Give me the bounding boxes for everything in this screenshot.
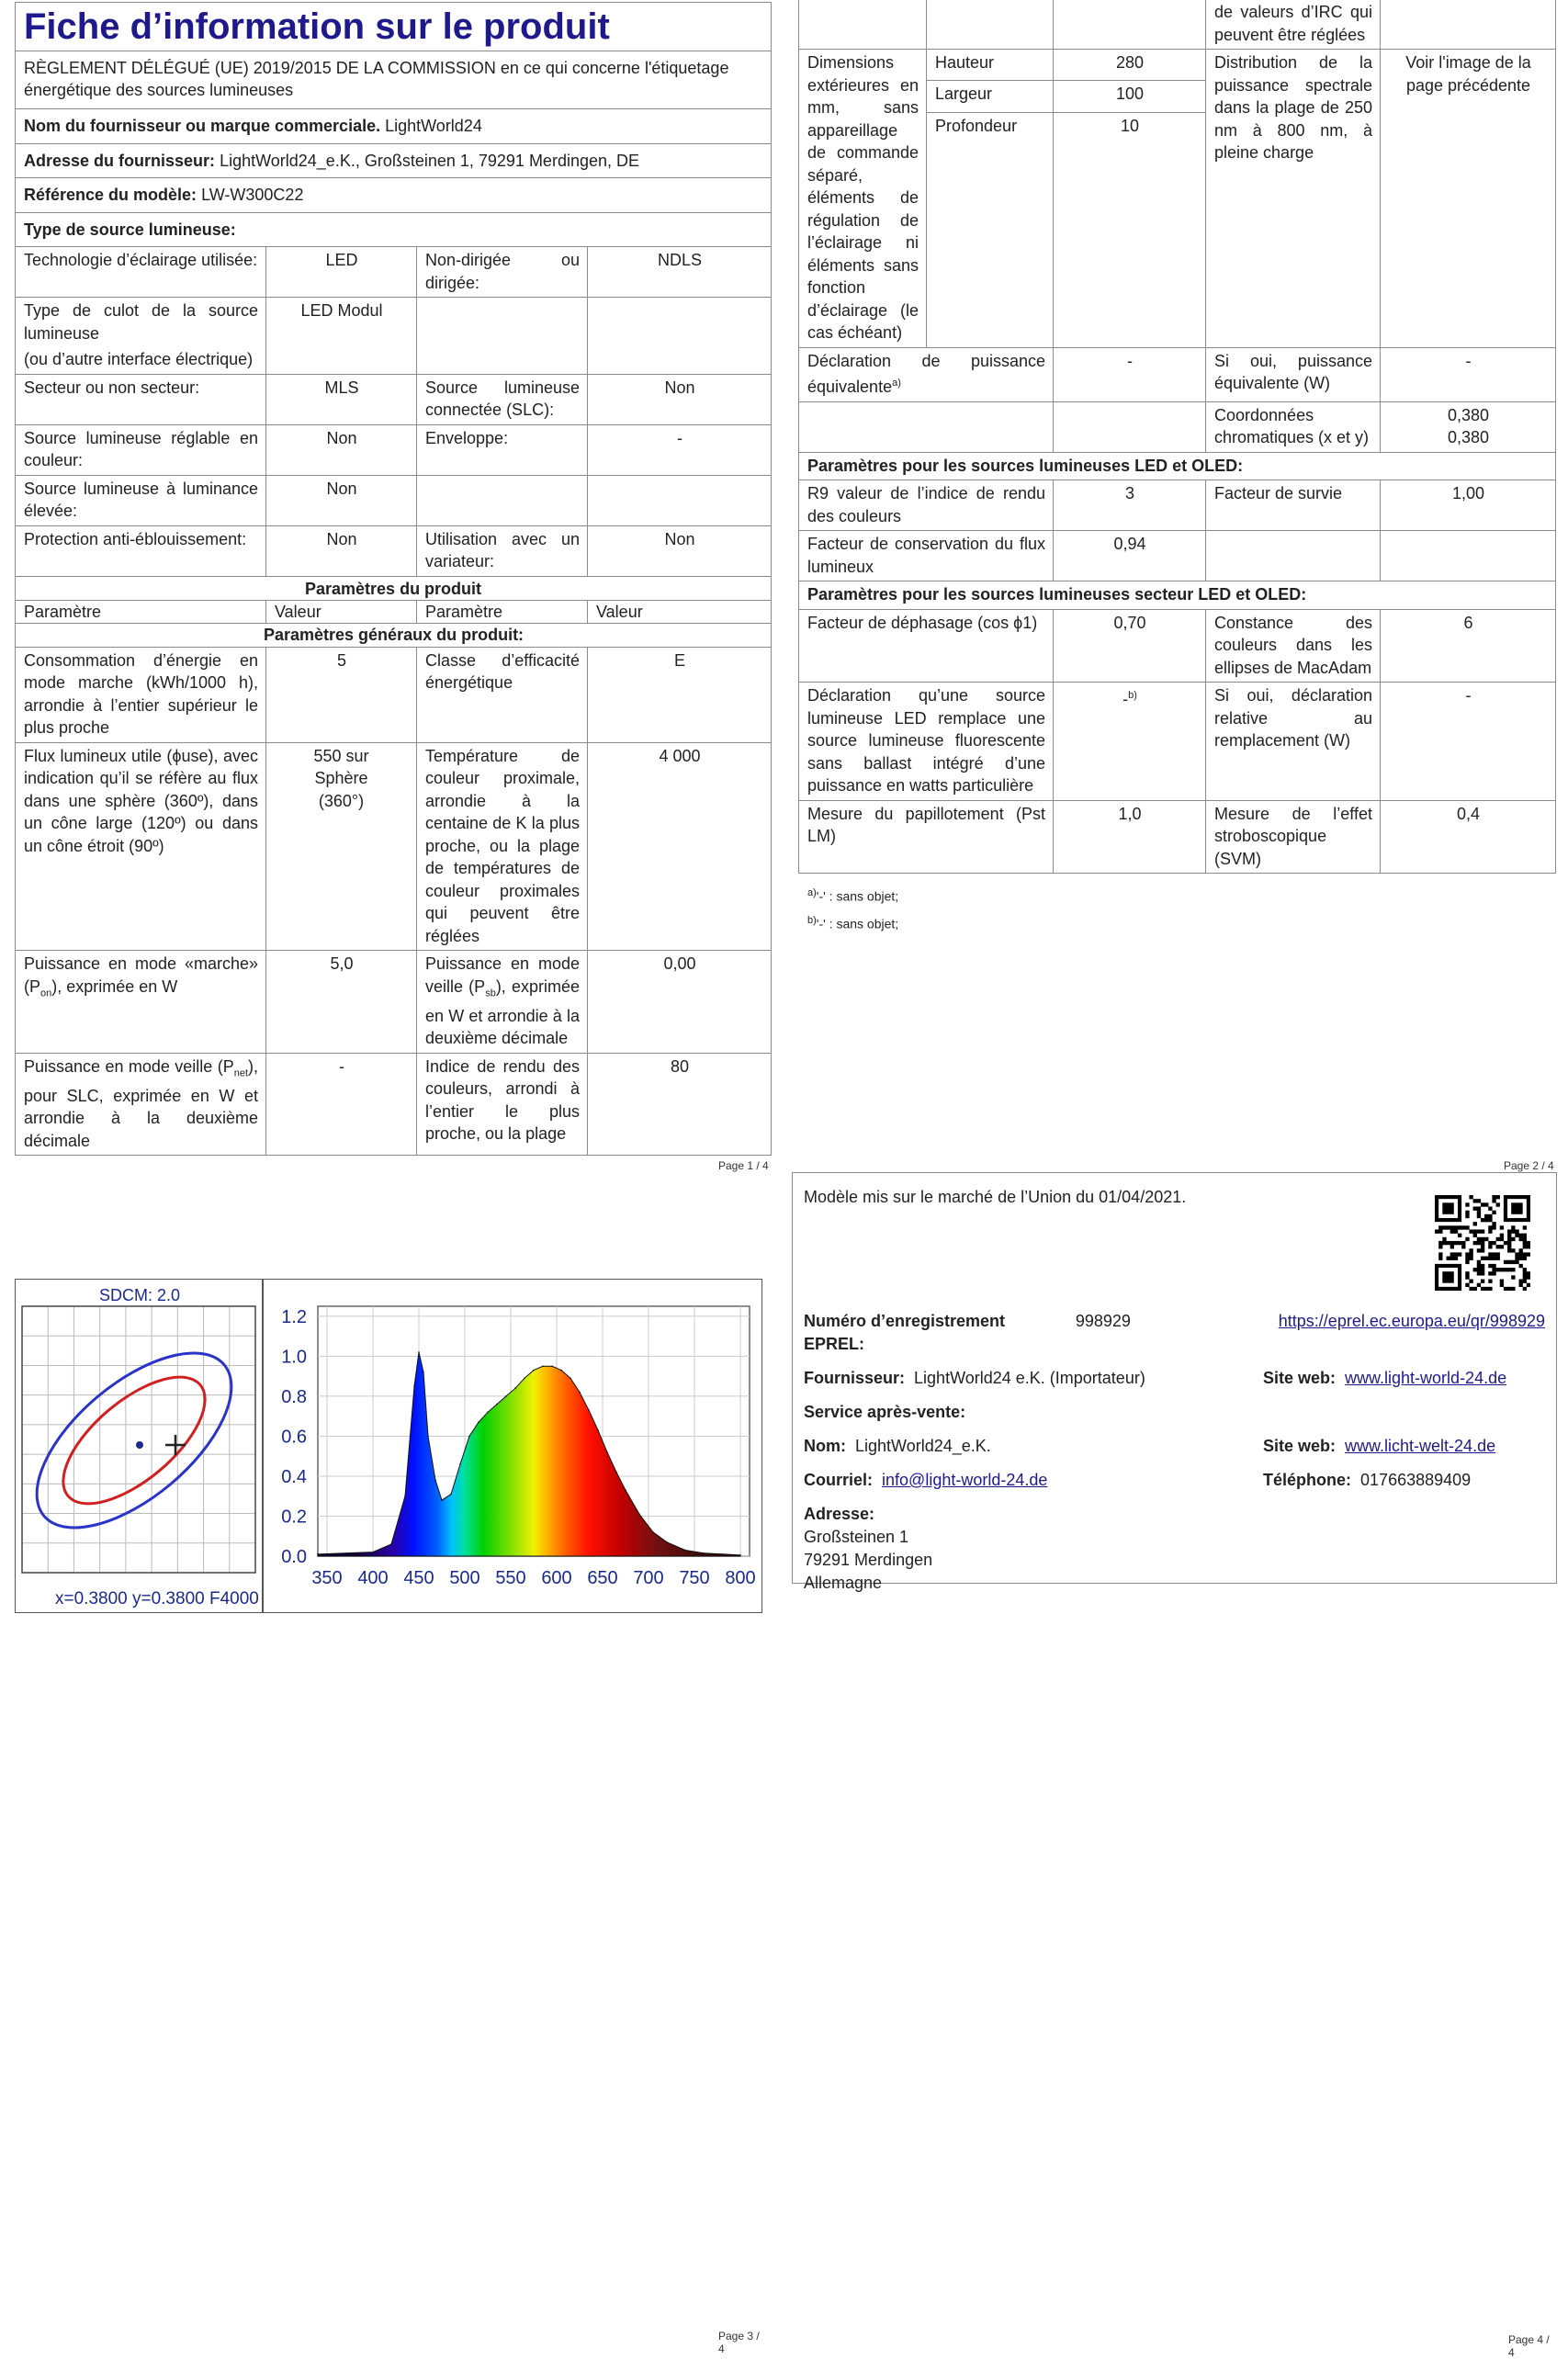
y-tick-label: 1.2 <box>281 1306 307 1327</box>
y-tick-label: 0.0 <box>281 1547 307 1567</box>
replace-sup: b) <box>1128 690 1137 701</box>
cct-value: 4 000 <box>588 742 772 951</box>
spectrum-point <box>459 1463 461 1465</box>
flicker-label: Mesure du papillotement (Pst LM) <box>799 800 1054 874</box>
chroma-y: 0,380 <box>1447 428 1490 446</box>
cri-label: Indice de rendu des couleurs, arrondi à l’entier le plus proche, ou la plage <box>417 1053 588 1156</box>
phone-value: 017663889409 <box>1360 1471 1472 1489</box>
address-label: Adresse du fournisseur: <box>24 151 216 170</box>
equiv-w-label: Si oui, puissance équivalente (W) <box>1206 347 1381 401</box>
tech-value: LED <box>266 247 417 298</box>
email-label: Courriel: <box>804 1471 874 1489</box>
y-tick-label: 0.2 <box>281 1507 307 1528</box>
page-number: Page 2 / 4 <box>1504 1159 1554 1172</box>
spectrum-point <box>721 1553 723 1555</box>
address-value: LightWorld24_e.K., Großsteinen 1, 79291 Merdingen, DE <box>220 151 639 170</box>
y-tick-label: 0.4 <box>281 1466 307 1487</box>
x-tick-label: 400 <box>357 1568 389 1588</box>
strobo-value: 0,4 <box>1381 800 1556 874</box>
spectrum-point <box>404 1496 406 1497</box>
pnet-label-a: Puissance en mode veille (P <box>24 1056 234 1076</box>
equiv-sup: a) <box>892 378 901 389</box>
width-label: Largeur <box>927 81 1054 112</box>
maint-label: Facteur de conservation du flux lumineux <box>799 531 1054 581</box>
psb-label <box>417 951 588 1054</box>
xy-label: x=0.3800 y=0.3800 F4000 <box>55 1589 259 1608</box>
footnote-a <box>807 881 1555 909</box>
pon-label <box>16 951 266 1054</box>
address-row <box>16 143 772 178</box>
spectrum-point <box>450 1494 452 1496</box>
spectrum-point <box>496 1404 498 1405</box>
supplier-label: Nom du fournisseur ou marque commerciale. <box>24 117 381 135</box>
spectrum-point <box>533 1370 535 1371</box>
service-name-row <box>804 1435 1545 1458</box>
glare-value: Non <box>266 525 417 576</box>
address-line-3: Allemagne <box>804 1574 883 1592</box>
page-2 <box>798 0 1555 1172</box>
source-type-heading: Type de source lumineuse: <box>16 212 772 247</box>
spectrum-point <box>560 1370 562 1371</box>
flicker-value: 1,0 <box>1054 800 1206 874</box>
website-link[interactable]: www.light-world-24.de <box>1345 1369 1507 1387</box>
name-label: Nom: <box>804 1437 846 1455</box>
cct-label: Température de couleur proximale, arrondie à la centaine de K la plus proche, ou la plage de températures de couleur proximales qui peuvent être réglées <box>417 742 588 951</box>
survival-value: 1,00 <box>1381 480 1556 531</box>
spectrum-point <box>487 1412 489 1414</box>
replace-value-text: - <box>1122 690 1129 708</box>
spd-label: Distribution de la puissance spectrale dans la plage de 250 nm à 800 nm, à pleine charge <box>1206 50 1381 348</box>
spectrum-point <box>514 1387 516 1389</box>
supplier-value: LightWorld24 <box>385 117 482 135</box>
replace-w-value: - <box>1381 683 1556 801</box>
macadam-label: Constance des couleurs dans les ellipses de MacAdam <box>1206 609 1381 683</box>
page-4 <box>792 1172 1557 2359</box>
survival-label: Facteur de survie <box>1206 480 1381 531</box>
directional-value: NDLS <box>588 247 772 298</box>
website-label: Site web: <box>1263 1369 1337 1387</box>
mains-led-params-heading: Paramètres pour les sources lumineuses secteur LED et OLED: <box>799 581 1556 610</box>
psb-value: 0,00 <box>588 951 772 1054</box>
tech-label: Technologie d’éclairage utilisée: <box>16 247 266 298</box>
equiv-label <box>799 347 1054 401</box>
mains-value: MLS <box>266 374 417 424</box>
col-header-param: Paramètre <box>417 600 588 623</box>
height-label: Hauteur <box>927 50 1054 81</box>
sdcm-label: SDCM: 2.0 <box>99 1286 181 1304</box>
x-tick-label: 800 <box>725 1568 756 1588</box>
spectrum-point <box>524 1378 525 1380</box>
dims-label: Dimensions extérieures en mm, sans appareillage de commande séparé, éléments de régulation de l’éclairage ni éléments sans fonction d’éclairage (le cas échéant) <box>799 50 927 348</box>
spectrum-point <box>615 1472 617 1473</box>
mains-label: Secteur ou non secteur: <box>16 374 266 424</box>
spectrum-point <box>703 1552 705 1554</box>
x-tick-label: 700 <box>633 1568 664 1588</box>
pnet-value: - <box>266 1053 417 1156</box>
model-label: Référence du modèle: <box>24 186 197 204</box>
spectrum-point <box>468 1436 470 1438</box>
chromaticity-point <box>136 1441 143 1449</box>
led-params-heading: Paramètres pour les sources lumineuses LED et OLED: <box>799 452 1556 480</box>
cri-label-continued: de valeurs d’IRC qui peuvent être réglées <box>1206 0 1381 50</box>
spectrum-point <box>588 1409 590 1411</box>
page-number: Page 3 / 4 <box>718 2330 760 2355</box>
address-line-2: 79291 Merdingen <box>804 1551 933 1569</box>
eprel-label: Numéro d’enregistrement EPREL: <box>804 1312 1006 1353</box>
empty-cell <box>417 298 588 375</box>
supplier-value: LightWorld24 e.K. (Importateur) <box>914 1369 1145 1387</box>
x-tick-label: 350 <box>311 1568 343 1588</box>
spectrum-point <box>505 1395 507 1397</box>
pnet-sub: net <box>233 1067 248 1079</box>
colour-tunable-label: Source lumineuse réglable en couleur: <box>16 424 266 475</box>
footnote-a-sup: a) <box>807 887 817 898</box>
empty-cell <box>1381 0 1556 50</box>
maint-value: 0,94 <box>1054 531 1206 581</box>
empty-cell <box>1206 531 1381 581</box>
pon-label-a: Puissance en mode «marche» (P <box>24 954 258 996</box>
dimmer-label: Utilisation avec un variateur: <box>417 525 588 576</box>
x-tick-label: 750 <box>679 1568 710 1588</box>
website2-label: Site web: <box>1263 1437 1337 1455</box>
flux-label: Flux lumineux utile (ϕuse), avec indication qu’il se réfère au flux dans une sphère (360º), dans un cône large (120º) ou dans un cône étroit (90º) <box>16 742 266 951</box>
empty-cell <box>1054 0 1206 50</box>
width-value: 100 <box>1054 81 1206 112</box>
spectrum-point <box>372 1552 374 1553</box>
page-number: Page 4 / 4 <box>1508 2333 1550 2359</box>
connected-value: Non <box>588 374 772 424</box>
x-tick-label: 550 <box>495 1568 526 1588</box>
footnote-b-text: '-' : sans objet; <box>816 916 899 931</box>
high-lum-value: Non <box>266 475 417 525</box>
spectrum-point <box>739 1554 741 1556</box>
y-tick-label: 1.0 <box>281 1347 307 1368</box>
market-text: Modèle mis sur le marché de l’Union du 01/04/2021. <box>804 1188 1187 1206</box>
consumption-label: Consommation d’énergie en mode marche (kWh/1000 h), arrondie à l’entier supérieur le plus proche <box>16 647 266 742</box>
pnet-label-b: ), pour SLC, exprimée en W et arrondie à la deuxième décimale <box>24 1056 258 1150</box>
spectrum-point <box>652 1531 654 1533</box>
website2-link[interactable]: www.licht-welt-24.de <box>1345 1437 1496 1455</box>
replace-w-label: Si oui, déclaration relative au remplacement (W) <box>1206 683 1381 801</box>
product-info-table-p1 <box>15 2 772 1156</box>
spectrum-point <box>413 1385 415 1387</box>
eprel-value: 998929 <box>1075 1312 1131 1330</box>
colour-tunable-value: Non <box>266 424 417 475</box>
spectrum-point <box>579 1392 581 1394</box>
col-header-value: Valeur <box>588 600 772 623</box>
pon-value: 5,0 <box>266 951 417 1054</box>
spectrum-point <box>478 1421 479 1423</box>
col-header-param: Paramètre <box>16 600 266 623</box>
flux-value: 550 sur Sphère (360°) <box>266 742 417 951</box>
service-heading: Service après-vente: <box>804 1403 966 1421</box>
model-value: LW-W300C22 <box>201 186 304 204</box>
col-header-value: Valeur <box>266 600 417 623</box>
footnote-b-sup: b) <box>807 914 817 926</box>
spectrum-point <box>542 1366 544 1368</box>
replace-label: Déclaration qu’une source lumineuse LED remplace une source lumineuse fluorescente sans ballast intégré d’une puissance en watts particulière <box>799 683 1054 801</box>
empty-cell <box>799 401 1054 452</box>
regulation-text: RÈGLEMENT DÉLÉGUÉ (UE) 2019/2015 DE LA COMMISSION en ce qui concerne l'étiquetage énergétique des sources lumineuses <box>16 51 772 109</box>
dimmer-value: Non <box>588 525 772 576</box>
email-link[interactable]: info@light-world-24.de <box>882 1471 1048 1489</box>
empty-cell <box>417 475 588 525</box>
cri-value: 80 <box>588 1053 772 1156</box>
y-tick-label: 0.6 <box>281 1427 307 1448</box>
model-row <box>16 178 772 213</box>
envelope-label: Enveloppe: <box>417 424 588 475</box>
spectrum-point <box>625 1489 626 1491</box>
general-params-heading: Paramètres généraux du produit: <box>16 623 772 647</box>
spectrum-point <box>427 1436 429 1438</box>
equiv-w-value: - <box>1381 347 1556 401</box>
footnote-a-text: '-' : sans objet; <box>816 888 899 904</box>
product-params-heading: Paramètres du produit <box>16 576 772 600</box>
psb-label-a: Puissance en mode veille (P <box>425 954 580 996</box>
supplier-row <box>16 109 772 144</box>
spectrum-point <box>418 1351 420 1353</box>
high-lum-label: Source lumineuse à luminance élevée: <box>16 475 266 525</box>
eprel-row <box>804 1310 1545 1356</box>
contact-box <box>792 1172 1557 1592</box>
r9-value: 3 <box>1054 480 1206 531</box>
footnote-b <box>807 909 1555 936</box>
connected-label: Source lumineuse connectée (SLC): <box>417 374 588 424</box>
spectrum-point <box>684 1550 686 1552</box>
spectrum-point <box>606 1451 608 1453</box>
x-tick-label: 600 <box>541 1568 572 1588</box>
spectrum-point <box>441 1499 443 1501</box>
page-number: Page 1 / 4 <box>718 1159 769 1172</box>
supplier-label: Fournisseur: <box>804 1369 906 1387</box>
spectrum-point <box>551 1366 553 1368</box>
cosphi-value: 0,70 <box>1054 609 1206 683</box>
directional-label: Non-dirigée ou dirigée: <box>417 247 588 298</box>
page-title: Fiche d’information sur le produit <box>16 3 772 51</box>
x-tick-label: 450 <box>403 1568 434 1588</box>
depth-value: 10 <box>1054 112 1206 347</box>
equiv-value: - <box>1054 347 1206 401</box>
depth-label: Profondeur <box>927 112 1054 347</box>
page-3 <box>15 1279 762 2355</box>
macadam-value: 6 <box>1381 609 1556 683</box>
chroma-x: 0,380 <box>1447 405 1490 424</box>
cap-label-2: (ou d’autre interface électrique) <box>24 350 254 368</box>
cosphi-label: Facteur de déphasage (cos ϕ1) <box>799 609 1054 683</box>
pnet-label <box>16 1053 266 1156</box>
pon-label-b: ), exprimée en W <box>51 976 178 996</box>
email-phone-row <box>804 1469 1545 1492</box>
x-tick-label: 650 <box>587 1568 618 1588</box>
chroma-values <box>1381 401 1556 452</box>
empty-cell <box>927 0 1054 50</box>
strobo-label: Mesure de l’effet stroboscopique (SVM) <box>1206 800 1381 874</box>
y-tick-label: 0.8 <box>281 1386 307 1407</box>
efficiency-value: E <box>588 647 772 742</box>
eprel-link[interactable]: https://eprel.ec.europa.eu/qr/998929 <box>1278 1312 1545 1330</box>
spectrum-point <box>434 1480 436 1482</box>
chroma-label: Coordonnées chromatiques (x et y) <box>1206 401 1381 452</box>
empty-cell <box>588 475 772 525</box>
cap-value: LED Modul <box>266 298 417 375</box>
r9-label: R9 valeur de l’indice de rendu des couleurs <box>799 480 1054 531</box>
address-line-1: Großsteinen 1 <box>804 1528 909 1546</box>
efficiency-label: Classe d’efficacité énergétique <box>417 647 588 742</box>
spectrum-point <box>597 1429 599 1431</box>
psb-label-b: ), exprimée en W et arrondie à la deuxième décimale <box>425 976 580 1048</box>
address-label: Adresse: <box>804 1505 875 1523</box>
cap-label-1: Type de culot de la source lumineuse <box>24 301 258 343</box>
product-info-table-p2 <box>798 0 1556 874</box>
empty-cell <box>588 298 772 375</box>
spectrum-point <box>570 1378 571 1380</box>
psb-sub: sb <box>485 988 496 999</box>
qr-code <box>1435 1195 1530 1291</box>
spectrum-point <box>638 1514 640 1516</box>
spectrum-point <box>390 1543 392 1545</box>
spd-value: Voir l'image de la page précédente <box>1381 50 1556 348</box>
empty-cell <box>1381 531 1556 581</box>
empty-cell <box>799 0 927 50</box>
cap-label <box>16 298 266 375</box>
phone-label: Téléphone: <box>1263 1471 1352 1489</box>
spectrum-point <box>423 1371 424 1373</box>
spectrum-point <box>317 1553 319 1555</box>
page-1 <box>15 2 771 1172</box>
spectrum-chart <box>281 1306 756 1588</box>
colour-measurement-figure <box>15 1279 762 1613</box>
name-value: LightWorld24_e.K. <box>855 1437 991 1455</box>
glare-label: Protection anti-éblouissement: <box>16 525 266 576</box>
supplier-row <box>804 1367 1545 1390</box>
replace-value <box>1054 683 1206 801</box>
pon-sub: on <box>40 988 52 999</box>
x-tick-label: 500 <box>449 1568 480 1588</box>
consumption-value: 5 <box>266 647 417 742</box>
empty-cell <box>1054 401 1206 452</box>
envelope-value: - <box>588 424 772 475</box>
equiv-label-text: Déclaration de puissance équivalente <box>807 351 1045 396</box>
spectrum-point <box>666 1541 668 1543</box>
height-value: 280 <box>1054 50 1206 81</box>
